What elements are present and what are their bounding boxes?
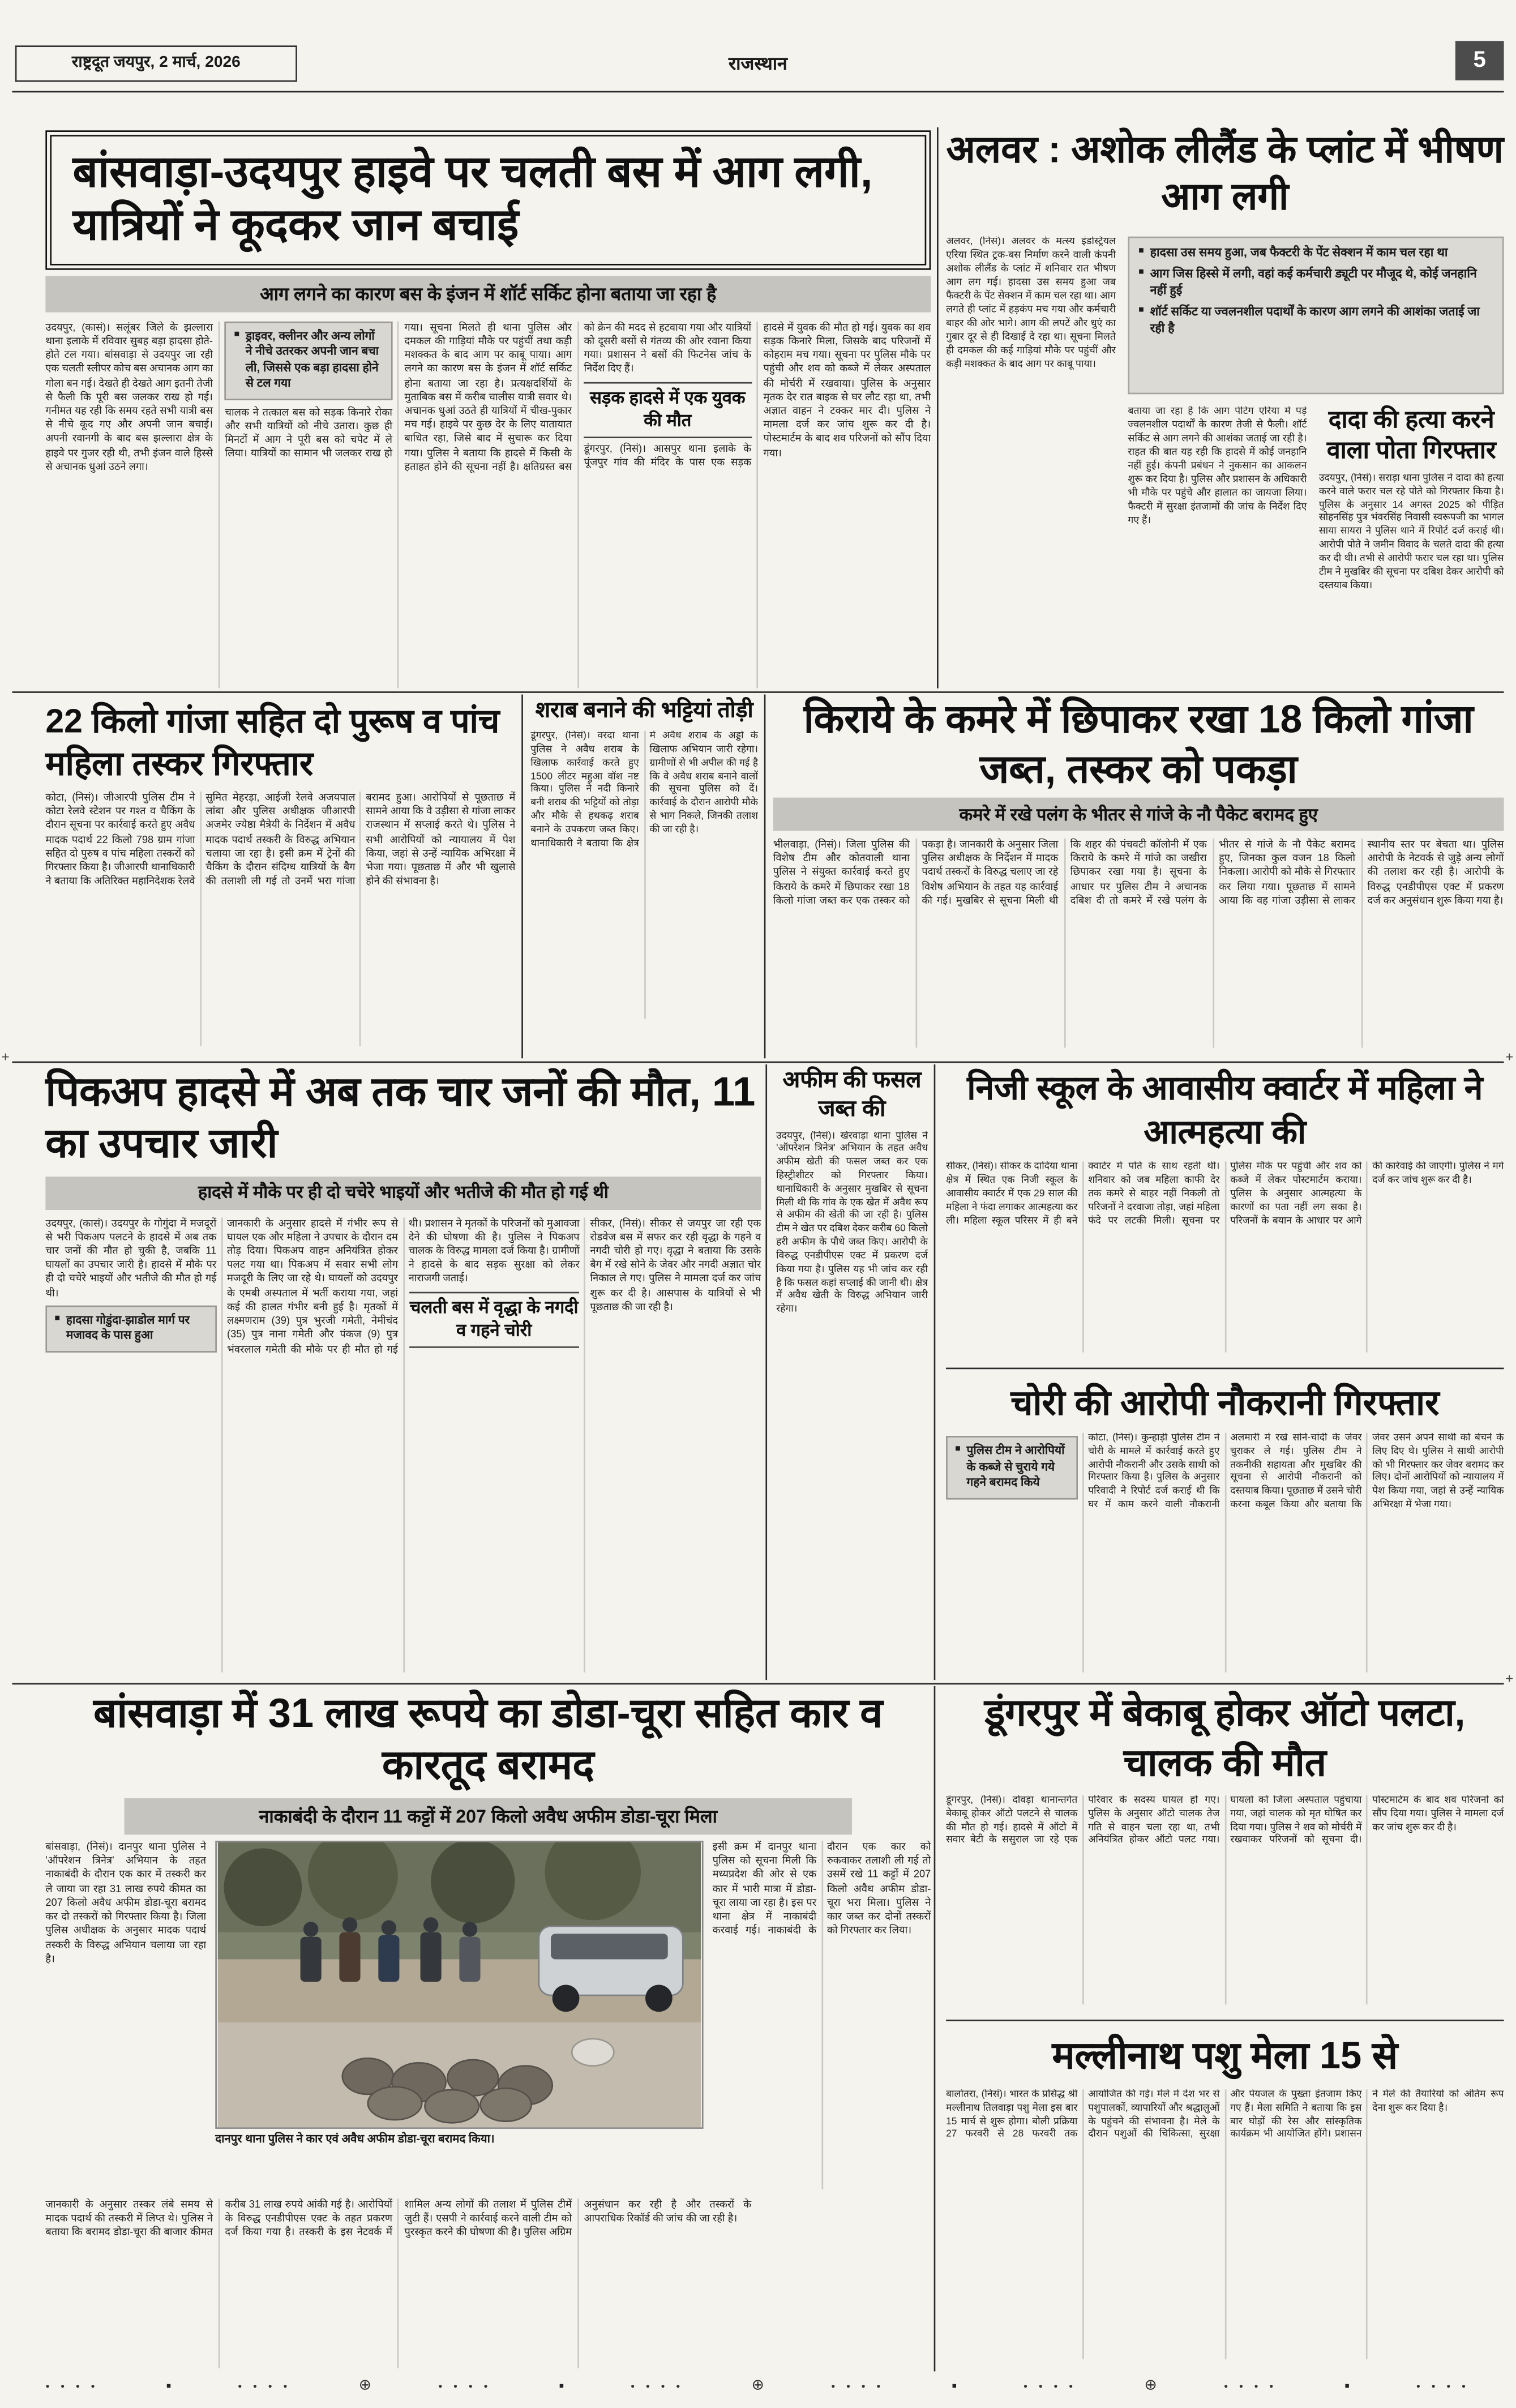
inset-box bbox=[45, 1306, 216, 1353]
bullet-square-icon: ■ bbox=[234, 330, 240, 339]
highlight-box bbox=[225, 321, 392, 400]
headline: किराये के कमरे में छिपाकर रखा 18 किलो गांजा जब्त, तस्कर को पकड़ा bbox=[803, 696, 1474, 791]
body-text: उदयपुर, (कासं)। सलूंबर जिले के झल्लारा थाना इलाके में रविवार सुबह बड़ा हादसा होते-होते टल गया। बांसवाड़ा से उदयपुर जा रही एक चलती स्लीपर कोच बस अचानक आग का गोला बन गई। देखते ही देखते आग इतनी तेजी से फैली कि पूरी बस जलकर राख हो गई। गनीमत यह रही कि समय रहते सभी यात्री बस से नीचे कूद गए और अपनी जान बचाई। अपनी रवानगी के बाद बस झल्लारा क्षेत्र के हाइवे पर गुजर रही थी, तभी इंजन वाले हिस्से से अचानक धुआं उठने लगा। bbox=[45, 322, 213, 473]
bullet-item bbox=[1138, 246, 1493, 262]
column-rule-mid-b bbox=[764, 695, 766, 1059]
print-dots: ● ● ● ● bbox=[831, 2382, 885, 2390]
headline: दादा की हत्या करने वाला पोता गिरफ्तार bbox=[1326, 408, 1496, 464]
masthead-rule bbox=[12, 91, 1504, 93]
article-body bbox=[776, 1130, 928, 1664]
article-maid-theft bbox=[946, 1377, 1504, 1677]
headline: मल्लीनाथ पशु मेला 15 से bbox=[1052, 2034, 1398, 2077]
print-square-icon: ■ bbox=[952, 2381, 957, 2390]
headline: अलवर : अशोक लीलैंड के प्लांट में भीषण आग लगी bbox=[946, 129, 1504, 219]
bullet-square-icon: ■ bbox=[1138, 247, 1144, 256]
registration-plus-icon: + bbox=[1505, 1671, 1514, 1686]
column-rule-mid-c bbox=[765, 1064, 767, 1680]
bullet-item bbox=[1138, 267, 1493, 299]
print-dots: ● ● ● ● bbox=[1416, 2382, 1471, 2390]
article-ganja-smugglers bbox=[45, 700, 515, 1055]
headline: 22 किलो गांजा सहित दो पुरूष व पांच महिला तस्कर गिरफ्तार bbox=[45, 702, 500, 782]
article-liquor-raid bbox=[530, 698, 758, 1058]
article-rented-room-ganja bbox=[773, 695, 1504, 1059]
subhead-bar: नाकाबंदी के दौरान 11 कट्टों में 207 किलो अवैध अफीम डोडा-चूरा मिला bbox=[125, 1798, 852, 1834]
print-dots: ● ● ● ● bbox=[45, 2382, 100, 2390]
body-text: उदयपुर, (निसं)। सराड़ा थाना पुलिस ने दादा की हत्या करने वाले फरार चल रहे पोते को गिरफ्तार किया है। पुलिस के अनुसार 14 अगस्त 2025 को पीड़ित सोहनसिंह पुत्र भंवरसिंह निवासी स्वरूपजी का भागल साया सायरा ने पुलिस थाने में रिपोर्ट दर्ज कराई थी। आरोपी पोते ने जमीन विवाद के चलते दादा की हत्या कर दी थी। तभी से आरोपी फरार चल रहा था। पुलिस टीम ने मुखबिर की सूचना पर दबिश देकर आरोपी को दस्तयाब किया। bbox=[1318, 473, 1504, 591]
body-text: कोटा, (निसं)। जीआरपी पुलिस टीम ने कोटा रेलवे स्टेशन पर गश्त व चैकिंग के दौरान सूचना पर कार्रवाई करते हुए अवैध मादक पदार्थ 22 किलो 798 ग्राम गांजा सहित दो पुरुष व पांच महिला तस्करों को गिरफ्तार किया है। जीआरपी थानाधिकारी ने बताया कि अतिरिक्त महानिदेशक रेलवे सुमित मेहरड़ा, आईजी रेलवे अजयपाल लांबा और पुलिस अधीक्षक जीआरपी अजमेर ज्येष्ठा मैत्रेयी के निर्देशन में अवैध मादक पदार्थ तस्करी के विरुद्ध अभियान चलाया जा रहा है। इसी क्रम में ट्रेनों की चैकिंग के दौरान संदिग्ध यात्रियों के बैग की तलाशी ली गई तो उनमें भरा गांजा बरामद हुआ। आरोपियों से पूछताछ में सामने आया कि वे उड़ीसा से गांजा लाकर राजस्थान में सप्लाई करते थे। पुलिस ने सभी आरोपियों को न्यायालय में पेश किया, जहां से उन्हें न्यायिक अभिरक्षा में भेजा गया। पूछताछ में और भी खुलासे होने की संभावना है। bbox=[45, 793, 516, 888]
article-body bbox=[946, 1162, 1504, 1353]
article-alwar-fire bbox=[946, 127, 1504, 691]
highlight-text: ड्राइवर, क्लीनर और अन्य लोगों ने नीचे उतरकर अपनी जान बचा ली, जिससे एक बड़ा हादसा होने से टल गया bbox=[245, 328, 379, 390]
article-body bbox=[946, 2089, 1504, 2359]
bullet-item bbox=[1138, 305, 1493, 337]
bullet-text: हादसा उस समय हुआ, जब फैक्टरी के पेंट सेक्शन में काम चल रहा था bbox=[1150, 245, 1448, 259]
body-text: जानकारी के अनुसार हादसे में गंभीर रूप से घायल एक और महिला ने उपचार के दौरान दम तोड़ दिया। पिकअप वाहन अनियंत्रित होकर पलट गया था। पिकअप में सवार सभी लोग मजदूरी के लिए जा रहे थे। घायलों को उदयपुर के एमबी अस्पताल में भर्ती कराया गया, जहां कई की हालत गंभीर बनी हुई है। मृतकों में लक्ष्मणराम (39) पुत्र भुरजी गमेती, नेमीचंद (35) पुत्र नाना गमेती और पंकज (9) पुत्र भंवरलाल गमेती की मौके पर ही मौत हो गई थी। प्रशासन ने मृतकों के परिजनों को मुआवजा देने की घोषणा की है। पुलिस ने पिकअप चालक के विरुद्ध मामला दर्ज किया है। ग्रामीणों ने हादसे के बाद सड़क सुरक्षा को लेकर नाराजगी जताई। bbox=[227, 1218, 580, 1355]
body-text: उदयपुर, (निसं)। खेरवाड़ा थाना पुलिस ने 'ऑपरेशन त्रिनेत्र' अभियान के तहत अवैध अफीम खेती की फसल जब्त कर एक हिस्ट्रीशीटर को गिरफ्तार किया। थानाधिकारी के अनुसार मुखबिर से सूचना मिली थी कि गांव के एक खेत में अवैध रूप से अफीम की खेती की जा रही है। पुलिस टीम ने खेत पर दबिश देकर करीब 60 किलो हरी अफीम के पौधे जब्त किए। आरोपी के विरुद्ध एनडीपीएस एक्ट में प्रकरण दर्ज किया गया है। पुलिस यह भी जांच कर रही है कि फसल कहां सप्लाई की जानी थी। क्षेत्र में अवैध खेती के विरुद्ध अभियान जारी रहेगा। bbox=[776, 1130, 928, 1315]
headline: पिकअप हादसे में अब तक चार जनों की मौत, 11 का उपचार जारी bbox=[45, 1068, 756, 1166]
print-registration-row bbox=[45, 2377, 1470, 2394]
article-divider-rule bbox=[946, 2020, 1504, 2021]
bullet-square-icon: ■ bbox=[1138, 269, 1144, 279]
article-divider-rule bbox=[946, 1368, 1504, 1370]
masthead-section: राजस्थान bbox=[729, 53, 787, 75]
registration-plus-icon: + bbox=[1, 1049, 10, 1064]
body-text: डूंगरपुर, (निसं)। वरदा थाना पुलिस ने अवैध शराब के खिलाफ कार्रवाई करते हुए 1500 लीटर महुआ वॉश नष्ट किया। पुलिस ने नदी किनारे बनी शराब की भट्टियों को तोड़ा और मौके से हथकढ़ शराब बनाने के उपकरण जब्त किए। थानाधिकारी ने बताया कि क्षेत्र में अवैध शराब के अड्डों के खिलाफ अभियान जारी रहेगा। ग्रामीणों से भी अपील की गई है कि वे अवैध शराब बनाने वालों की सूचना पुलिस को दें। कार्रवाई के दौरान आरोपी मौके से भाग निकले, जिनकी तलाश की जा रही है। bbox=[530, 731, 758, 849]
body-text: उदयपुर, (कासं)। उदयपुर के गोगुंदा में मजदूरों से भरी पिकअप पलटने के हादसे में अब तक चार जनों की मौत हो चुकी है, जबकि 11 घायलों का उपचार जारी है। हादसे में मौके पर ही दो चचेरे भाइयों और भतीजे की मौत हो गई थी। bbox=[45, 1218, 217, 1299]
highlight-box bbox=[946, 1436, 1077, 1499]
bullet-square-icon: ■ bbox=[1138, 306, 1144, 316]
bullet-square-icon: ■ bbox=[955, 1445, 961, 1455]
body-text: अलवर, (निसं)। अलवर के मत्स्य इंडस्ट्रियल एरिया स्थित ट्रक-बस निर्माण करने वाली कंपनी अशोक लीलैंड के प्लांट में शनिवार रात भीषण आग लग गई। हादसा उस समय हुआ जब फैक्टरी के पेंट सेक्शन में काम चल रहा था। आग लगते ही प्लांट में हड़कंप मच गया और कर्मचारी बाहर की ओर भागे। आग की लपटें और धुएं का गुबार दूर से ही दिखाई दे रहा था। सूचना मिलते ही दमकल की कई गाड़ियां मौके पर पहुंचीं और कड़ी मशक्कत के बाद आग पर काबू पाया। bbox=[946, 236, 1116, 370]
registration-plus-icon: + bbox=[1505, 1049, 1514, 1064]
article-body bbox=[773, 839, 1504, 1048]
article-body bbox=[45, 1217, 761, 1671]
inner-headline: सड़क हादसे में एक युवक की मौत bbox=[584, 382, 751, 438]
article-doda-chura bbox=[45, 1689, 931, 2371]
article-body-continued bbox=[1128, 407, 1307, 688]
article-bus-fire bbox=[45, 130, 931, 694]
print-dots: ● ● ● ● bbox=[438, 2382, 493, 2390]
headline: बांसवाड़ा-उदयपुर हाइवे पर चलती बस में आग लगी, यात्रियों ने कूदकर जान बचाई bbox=[45, 130, 931, 269]
article-pickup-accident bbox=[45, 1067, 761, 1677]
highlight-text: पुलिस टीम ने आरोपियों के कब्जे से चुराये गये गहने बरामद किये bbox=[966, 1443, 1065, 1489]
column-rule-mid-d bbox=[934, 1064, 936, 1680]
body-text: डूंगरपुर, (निसं)। दोवड़ा थानान्तर्गत बेकाबू होकर ऑटो पलटने से चालक की मौत हो गई। हादसे में ऑटो में सवार बेटी के ससुराल जा रहे एक परिवार के सदस्य घायल हो गए। पुलिस के अनुसार ऑटो चालक तेज गति से वाहन चला रहा था, तभी अनियंत्रित होकर ऑटो पलट गया। घायलों को जिला अस्पताल पहुंचाया गया, जहां चालक को मृत घोषित कर दिया गया। पुलिस ने शव को मोर्चरी में रखवाकर परिजनों को सूचना दी। पोस्टमार्टम के बाद शव परिजनों को सौंप दिया गया। पुलिस ने मामला दर्ज कर जांच शुरू कर दी है। bbox=[946, 1795, 1504, 1846]
print-dots: ● ● ● ● bbox=[1224, 2382, 1278, 2390]
headline: चोरी की आरोपी नौकरानी गिरफ्तार bbox=[1010, 1383, 1440, 1422]
column-rule-bottom bbox=[934, 1686, 936, 2371]
print-square-icon: ■ bbox=[559, 2381, 564, 2390]
article-body bbox=[946, 237, 1116, 688]
bullet-text: शॉर्ट सर्किट या ज्वलनशील पदार्थों के कारण आग लगने की आशंका जताई जा रही है bbox=[1150, 305, 1480, 335]
body-text: इसी क्रम में दानपुर थाना पुलिस को सूचना मिली कि मध्यप्रदेश की ओर से एक कार में भारी मात्रा में डोडा-चूरा लाया जा रहा है। इस पर थाना क्षेत्र में नाकाबंदी करवाई गई। नाकाबंदी के दौरान एक कार को रुकवाकर तलाशी ली गई तो उसमें रखे 11 कट्टों में 207 किलो अवैध अफीम डोडा-चूरा भरा मिला। पुलिस ने कार जब्त कर दोनों तस्करों को गिरफ्तार कर लिया। bbox=[712, 1842, 931, 1937]
body-text: जानकारी के अनुसार तस्कर लंबे समय से मादक पदार्थ की तस्करी में लिप्त थे। पुलिस ने बताया कि बरामद डोडा-चूरा की बाजार कीमत करीब 31 लाख रुपये आंकी गई है। आरोपियों के विरुद्ध एनडीपीएस एक्ट के तहत प्रकरण दर्ज किया गया है। तस्करी के इस नेटवर्क में शामिल अन्य लोगों की तलाश में पुलिस टीमें जुटी हैं। एसपी ने कार्रवाई करने वाली टीम को पुरस्कृत करने की घोषणा की है। पुलिस अग्रिम अनुसंधान कर रही है और तस्करों के आपराधिक रिकॉर्ड की जांच की जा रही है। bbox=[45, 2200, 752, 2239]
inset-text: हादसा गोडुंदा-झाडोल मार्ग पर मजावद के पास हुआ bbox=[66, 1312, 190, 1343]
article-dada-murder bbox=[1319, 407, 1504, 688]
body-text: बांसवाड़ा, (निसं)। दानपुर थाना पुलिस ने 'ऑपरेशन त्रिनेत्र' अभियान के तहत नाकाबंदी के दौरान एक कार में तस्करी कर ले जाया जा रहा 31 लाख रुपये कीमत का 207 किलो अवैध अफीम डोडा-चूरा बरामद कर दो तस्करों को गिरफ्तार किया है। जिला पुलिस अधीक्षक के अनुसार मादक पदार्थ तस्करी के विरुद्ध अभियान चलाया जा रहा है। bbox=[45, 1842, 207, 1965]
masthead-date: राष्ट्रदूत जयपुर, 2 मार्च, 2026 bbox=[15, 45, 297, 82]
body-text: बालोतरा, (निसं)। भारत के प्रसिद्ध श्री मल्लीनाथ तिलवाड़ा पशु मेला इस बार 15 मार्च से शुरू होगा। बोली प्रक्रिया 27 फरवरी से 28 फरवरी तक आयोजित की गई। मेले में देश भर से पशुपालकों, व्यापारियों और श्रद्धालुओं के पहुंचने की संभावना है। मेले के दौरान पशुओं की चिकित्सा, सुरक्षा और पेयजल के पुख्ता इंतजाम किए गए हैं। मेला समिति ने बताया कि इस बार घोड़ों की रेस और सांस्कृतिक कार्यक्रम भी आयोजित होंगे। प्रशासन ने मेले की तैयारियों को अंतिम रूप देना शुरू कर दिया है। bbox=[946, 2089, 1504, 2140]
print-square-icon: ■ bbox=[166, 2381, 171, 2390]
article-body bbox=[45, 321, 931, 688]
photo-block bbox=[215, 1841, 703, 2147]
body-text: डूंगरपुर, (निसं)। आसपुर थाना इलाके के पूंजपुर गांव की मंदिर के पास एक सड़क हादसे में युवक की मौत हो गई। युवक का शव सड़क किनारे मिला, जिसके बाद परिजनों में कोहराम मच गया। सूचना पर पुलिस मौके पर पहुंची और शव को कब्जे में लेकर अस्पताल की मोर्चरी में रखवाया। पुलिस के अनुसार मृतक देर रात बाइक से घर लौट रहा था, तभी अज्ञात वाहन ने टक्कर मार दी। पुलिस ने मामला दर्ज कर जांच शुरू कर दी है। पोस्टमार्टम के बाद शव परिजनों को सौंप दिया गया। bbox=[584, 322, 931, 468]
headline: शराब बनाने की भट्टियां तोड़ी bbox=[535, 699, 753, 724]
body-text: बताया जा रहा है कि आग पेंटिंग एरिया में पड़े ज्वलनशील पदार्थों के कारण तेजी से फैली। शॉर्ट सर्किट से आग लगने की आशंका जताई जा रही है। राहत की बात यह रही कि हादसे में कोई जनहानि नहीं हुई। कंपनी प्रबंधन ने नुकसान का आकलन शुरू कर दिया है। पुलिस और प्रशासन के अधिकारी भी मौके पर पहुंचे और हालात का जायजा लिया। फैक्टरी में सुरक्षा इंतजामों की जांच के निर्देश दिए गए हैं। bbox=[1128, 406, 1307, 526]
body-text: चालक ने तत्काल बस को सड़क किनारे रोका और सभी यात्रियों को नीचे उतारा। कुछ ही मिनटों में आग ने पूरी बस को चपेट में ले लिया। यात्रियों का सामान भी जलकर राख हो गया। सूचना मिलते ही थाना पुलिस और दमकल की गाड़ियां मौके पर पहुंचीं तथा कड़ी मशक्कत के बाद आग पर काबू पाया। आग लगने का कारण बस के इंजन में शॉर्ट सर्किट होना बताया जा रहा है। प्रत्यक्षदर्शियों के मुताबिक बस में करीब चालीस यात्री सवार थे। अचानक धुआं उठते ही यात्रियों में चीख-पुकार मच गई। हाइवे पर कुछ देर के लिए यातायात बाधित रहा, जिसे बाद में सुचारू कर दिया गया। पुलिस ने बताया कि हादसे में किसी के हताहत होने की सूचना नहीं है। क्षतिग्रस्त बस को क्रेन की मदद से हटवाया गया और यात्रियों को दूसरी बसों से गंतव्य की ओर रवाना किया गया। प्रशासन ने बसों की फिटनेस जांच के निर्देश दिए हैं। bbox=[225, 322, 752, 473]
news-photo bbox=[215, 1841, 703, 2129]
bullet-square-icon: ■ bbox=[54, 1314, 61, 1324]
article-cattle-fair bbox=[946, 2029, 1504, 2371]
section-rule-3 bbox=[12, 1683, 1504, 1685]
page-number-badge: 5 bbox=[1455, 41, 1504, 80]
print-dots: ● ● ● ● bbox=[1023, 2382, 1078, 2390]
bullet-points-box bbox=[1128, 237, 1504, 395]
body-text: सीकर, (निसं)। सीकर के दादिया थाना क्षेत्र में स्थित एक निजी स्कूल के आवासीय क्वार्टर में एक 29 साल की महिला ने फंदा लगाकर आत्महत्या कर ली। महिला स्कूल परिसर में ही बने क्वार्टर में पति के साथ रहती थी। शनिवार को जब महिला काफी देर तक कमरे से बाहर नहीं निकली तो परिजनों ने दरवाजा तोड़ा, जहां महिला फंदे पर लटकी मिली। सूचना पर पुलिस मौके पर पहुंची और शव को कब्जे में लेकर पोस्टमार्टम कराया। पुलिस के अनुसार आत्महत्या के कारणों का पता नहीं लग सका है। परिजनों के बयान के आधार पर आगे की कार्रवाई की जाएगी। पुलिस ने मर्ग दर्ज कर जांच शुरू कर दी है। bbox=[946, 1161, 1504, 1226]
subhead-bar: हादसे में मौके पर ही दो चचेरे भाइयों और भतीजे की मौत हो गई थी bbox=[45, 1176, 761, 1209]
article-body bbox=[1319, 473, 1504, 652]
subhead-bar: कमरे में रखे पलंग के भीतर से गांजे के नौ पैकेट बरामद हुए bbox=[773, 798, 1504, 831]
article-body bbox=[946, 1433, 1504, 1673]
print-square-icon: ■ bbox=[1344, 2381, 1350, 2390]
registration-mark-icon: ⊕ bbox=[1144, 2377, 1157, 2394]
photo-caption: दानपुर थाना पुलिस ने कार एवं अवैध अफीम डोडा-चूरा बरामद किया। bbox=[215, 2132, 495, 2146]
article-body-continued bbox=[713, 1841, 931, 2189]
section-rule-2 bbox=[12, 1062, 1504, 1063]
article-school-suicide bbox=[946, 1067, 1504, 1365]
body-text: सीकर, (निसं)। सीकर से जयपुर जा रही एक रोडवेज बस में सफर कर रही वृद्धा के गहने व नगदी चोरी हो गए। वृद्धा ने बताया कि उसके बैग में रखे सोने के जेवर और नगदी अज्ञात चोर निकाल ले गए। पुलिस ने मामला दर्ज कर जांच शुरू कर दी है। आसपास के यात्रियों से भी पूछताछ की जा रही है। bbox=[590, 1218, 761, 1313]
print-dots: ● ● ● ● bbox=[238, 2382, 292, 2390]
registration-mark-icon: ⊕ bbox=[751, 2377, 765, 2394]
article-body bbox=[45, 1841, 206, 2189]
subhead-bar: आग लगने का कारण बस के इंजन में शॉर्ट सर्किट होना बताया जा रहा है bbox=[45, 275, 931, 311]
article-body bbox=[530, 731, 758, 1019]
article-body bbox=[45, 792, 515, 1046]
body-text: कोटा, (निसं)। कुन्हाड़ी पुलिस टीम ने चोरी के मामले में कार्रवाई करते हुए आरोपी नौकरानी और उसके साथी को गिरफ्तार किया है। पुलिस के अनुसार परिवादी ने रिपोर्ट दर्ज कराई थी कि घर में काम करने वाली नौकरानी अलमारी में रखे सोने-चांदी के जेवर चुराकर ले गई। पुलिस टीम ने तकनीकी सहायता और मुखबिर की सूचना से आरोपी नौकरानी को दस्तयाब किया। पूछताछ में उसने चोरी करना कबूल किया और बताया कि जेवर उसने अपने साथी को बेचने के लिए दिए थे। पुलिस ने साथी आरोपी को भी गिरफ्तार कर जेवर बरामद कर लिए। दोनों आरोपियों को न्यायालय में पेश किया गया, जहां से उन्हें न्यायिक अभिरक्षा में भेजा गया। bbox=[1088, 1432, 1504, 1511]
headline: अफीम की फसल जब्त की bbox=[782, 1067, 922, 1122]
article-body bbox=[946, 1795, 1504, 2005]
headline: निजी स्कूल के आवासीय क्वार्टर में महिला ने आत्महत्या की bbox=[967, 1068, 1483, 1150]
registration-mark-icon: ⊕ bbox=[358, 2377, 372, 2394]
column-rule-top bbox=[937, 127, 939, 688]
article-opium-crop bbox=[776, 1067, 928, 1677]
headline: बांसवाड़ा में 31 लाख रूपये का डोडा-चूरा सहित कार व कारतूद बरामद bbox=[93, 1690, 883, 1787]
print-dots: ● ● ● ● bbox=[631, 2382, 685, 2390]
column-rule-mid-a bbox=[521, 695, 523, 1059]
headline: डूंगरपुर में बेकाबू होकर ऑटो पलटा, चालक की मौत bbox=[984, 1692, 1466, 1784]
bullet-text: आग जिस हिस्से में लगी, वहां कई कर्मचारी ड्यूटी पर मौजूद थे, कोई जनहानि नहीं हुई bbox=[1150, 267, 1477, 297]
body-text: भीलवाड़ा, (निसं)। जिला पुलिस की विशेष टीम और कोतवाली थाना पुलिस ने संयुक्त कार्रवाई करते हुए किराये के कमरे में छिपाकर रखा 18 किलो गांजा जब्त कर एक तस्कर को पकड़ा है। जानकारी के अनुसार जिला पुलिस अधीक्षक के निर्देशन में मादक पदार्थ तस्करों के विरुद्ध चलाए जा रहे विशेष अभियान के तहत यह कार्रवाई की गई। मुखबिर से सूचना मिली थी कि शहर की पंचवटी कॉलोनी में एक किराये के कमरे में गांजे का जखीरा छिपाकर रखा गया है। सूचना के आधार पर पुलिस टीम ने अचानक दबिश दी तो कमरे में रखे पलंग के भीतर से गांजे के नौ पैकेट बरामद हुए, जिनका कुल वजन 18 किलो निकला। आरोपी को मौके से गिरफ्तार कर लिया गया। पूछताछ में सामने आया कि वह गांजा उड़ीसा से लाकर स्थानीय स्तर पर बेचता था। पुलिस आरोपी के नेटवर्क से जुड़े अन्य लोगों की तलाश कर रही है। आरोपी के विरुद्ध एनडीपीएस एक्ट में प्रकरण दर्ज कर अनुसंधान शुरू किया गया है। bbox=[773, 840, 1504, 907]
inner-headline: चलती बस में वृद्धा के नगदी व गहने चोरी bbox=[409, 1291, 580, 1348]
article-auto-overturn bbox=[946, 1689, 1504, 2013]
article-body-bottom bbox=[45, 2199, 931, 2368]
